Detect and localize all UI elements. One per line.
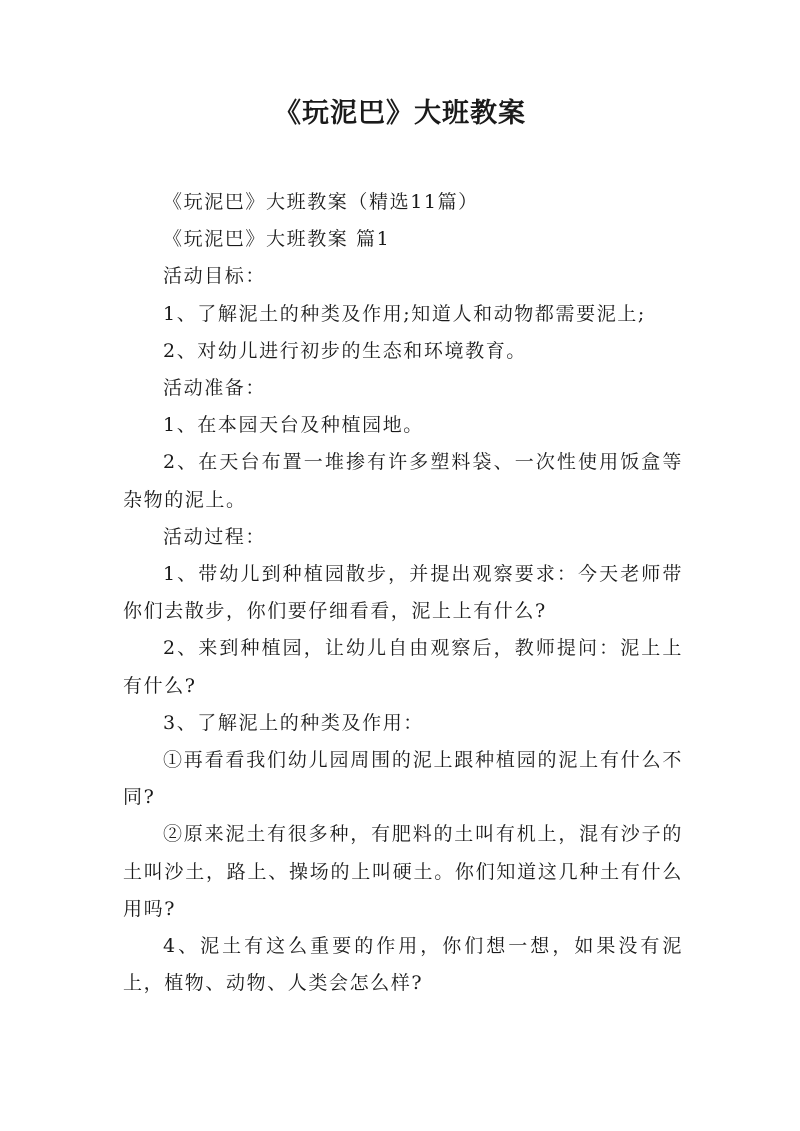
paragraph-goal-2: 2、对幼儿进行初步的生态和环境教育。 (163, 339, 527, 362)
paragraph-section-heading: 《玩泥巴》大班教案 篇1 (163, 228, 391, 251)
document-title: 《玩泥巴》大班教案 (274, 98, 526, 129)
paragraph-prep-2: 2、在天台布置一堆掺有许多塑料袋、一次性使用饭盒等杂物的泥上。 (123, 451, 683, 511)
paragraph-process-3a: ①再看看我们幼儿园周围的泥上跟种植园的泥上有什么不同? (123, 749, 683, 809)
paragraph-prep-heading: 活动准备： (163, 377, 267, 400)
paragraph-goal-1: 1、了解泥土的种类及作用;知道人和动物都需要泥上; (163, 302, 646, 325)
paragraph-process-2: 2、来到种植园，让幼儿自由观察后，教师提问：泥上上有什么? (123, 637, 683, 697)
paragraph-process-3b: ②原来泥土有很多种，有肥料的土叫有机上，混有沙子的土叫沙土，路上、操场的上叫硬土。你们知道这几种土有什么用吗? (123, 823, 683, 920)
paragraph-process-3: 3、了解泥上的种类及作用： (163, 711, 424, 734)
paragraph-process-heading: 活动过程： (163, 525, 267, 548)
paragraph-goals-heading: 活动目标： (163, 265, 267, 288)
paragraph-process-1: 1、带幼儿到种植园散步，并提出观察要求：今天老师带你们去散步，你们要仔细看看，泥上上有什么? (123, 563, 683, 623)
paragraph-prep-1: 1、在本园天台及种植园地。 (163, 414, 424, 437)
document-body (123, 184, 683, 1002)
paragraph-subtitle: 《玩泥巴》大班教案（精选11篇） (163, 191, 479, 213)
paragraph-process-4: 4、泥土有这么重要的作用，你们想一想，如果没有泥上，植物、动物、人类会怎么样? (123, 935, 683, 995)
